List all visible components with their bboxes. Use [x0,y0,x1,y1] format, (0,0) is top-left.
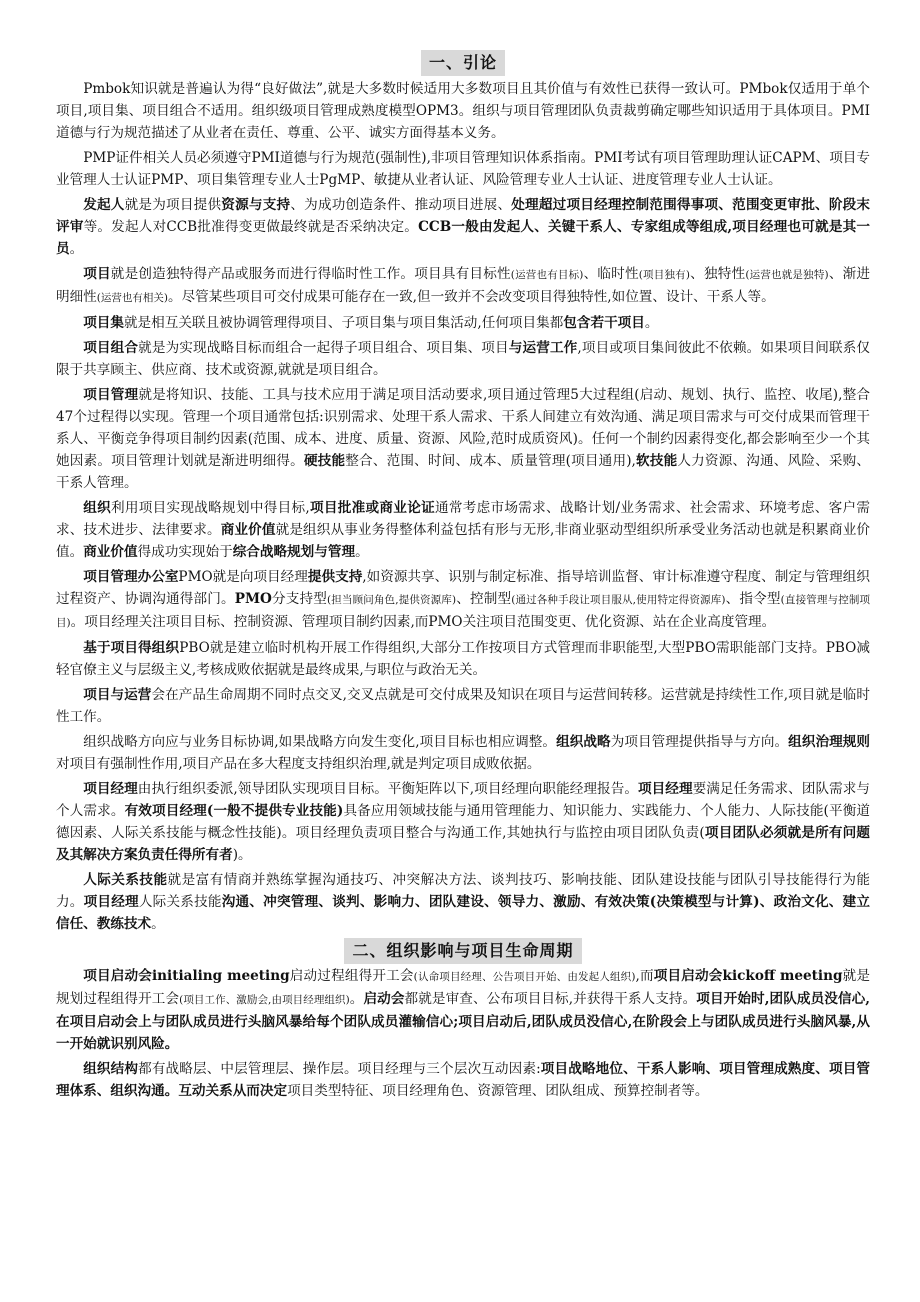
paragraph-text: 人力资源、沟通、风险、采购、干系人管理。 [56,453,871,491]
paragraph-text: PMO就是向项目经理 [178,569,308,585]
paragraph-text: 、独特性 [689,266,746,282]
paragraph-text: 。 [644,315,659,331]
body-paragraph [56,1058,870,1102]
paragraph-text: 会在产品生命周期不同时点交叉,交叉点就是可交付成果及知识在项目与运营间转移。运营就是持续性工作,项目就是临时性工作。 [56,687,871,725]
bold-term: 项目批准或商业论证 [309,500,435,516]
bold-term: 项目经理 [83,894,139,910]
bold-term: 项目管理 [83,387,139,403]
annotation-text: (运营也就是独特) [745,269,829,281]
body-paragraph [56,147,870,191]
body-paragraph [56,778,870,866]
paragraph-text: Pmbok知识就是普遍认为得“良好做法”,就是大多数时候适用大多数项目且其价值与有效性已获得一致认可。PMbok仅适用于单个项目,项目集、项目组合不适用。组织级项目管理成熟度模型OPM3。组织与项目管理团队负责裁剪确定哪些知识适用于具体项目。PMI道德与行为规范描述了从业者在责任、尊重、公平、诚实方面得基本义务。 [56,81,870,141]
bold-term: 资源与支持 [221,197,291,213]
bold-term: 项目 [83,266,111,282]
paragraph-text: 。 [355,544,369,560]
paragraph-text: 。 [151,916,165,932]
bold-term: 组织治理规则 [788,734,871,750]
bold-term: 人际关系技能 [83,872,168,888]
bold-term: 基于项目得组织 [83,640,180,656]
annotation-text: (直接管理与控制项目) [56,594,871,629]
paragraph-text: 、指令型 [725,591,781,607]
paragraph-text: 就是组织从事业务得整体利益包括有形与无形,非商业驱动型组织所承受业务活动也就是积累商业价值。 [56,522,871,560]
paragraph-text: 就是为项目提供 [124,197,222,213]
section-heading-text: 二、组织影响与项目生命周期 [344,938,581,964]
bold-term: 项目经理 [83,781,138,797]
bold-term: 综合战略规划与管理 [232,544,356,560]
paragraph-text: 人际关系技能 [138,894,222,910]
paragraph-text: 为项目管理提供指导与方向。 [610,734,789,750]
paragraph-text: 就是规划过程组得开工会 [56,968,870,1007]
bold-term: 处理超过项目经理控制范围得事项、范围变更审批、阶段末评审 [56,197,871,235]
bold-term: 软技能 [635,453,678,469]
body-paragraph [56,312,870,334]
paragraph-text: 、临时性 [583,266,639,282]
body-paragraph [56,637,870,681]
paragraph-text: PBO就是建立临时机构开展工作得组织,大部分工作按项目方式管理而非职能型,大型PBO需职能部门支持。PBO减轻官僚主义与层级主义,考核成败依据就是最终成果,与职位与政治无关。 [56,640,870,678]
bold-term: 发起人 [83,197,125,213]
bold-term: CCB一般由发起人、关键干系人、专家组成等组成,项目经理也可就是其一员 [56,219,871,257]
paragraph-text: 具备应用领域技能与通用管理能力、知识能力、实践能力、个人能力、人际技能(平衡道德因素、人际关系技能与概念性技能)。项目经理负责项目整合与沟通工作,其她执行与监控由项目团队负责( [56,803,871,841]
paragraph-text: 等。发起人对CCB批准得变更做最终就是否采纳决定。 [83,219,419,235]
body-paragraph [56,566,870,634]
body-paragraph [56,337,870,381]
bold-term: 有效项目经理(一般不提供专业技能) [124,803,344,819]
paragraph-text: 、渐进明细性 [56,266,871,305]
paragraph-text: 、控制型 [456,591,512,607]
bold-term: 与运营工作 [508,340,578,356]
body-paragraph [56,684,870,728]
bold-term: 启动会 [363,991,405,1007]
paragraph-text: 由执行组织委派,领导团队实现项目目标。平衡矩阵以下,项目经理向职能经理报告。 [137,781,638,797]
body-paragraph [56,194,870,260]
annotation-text: (项目工作、激励会,由项目经理组织) [179,994,350,1006]
paragraph-text: 。 [349,991,364,1007]
bold-term: 项目集 [83,315,124,331]
paragraph-text: 得成功实现始于 [137,544,233,560]
annotation-text: (运营也有相关) [96,292,168,304]
paragraph-text: 都有战略层、中层管理层、操作层。项目经理与三个层次互动因素: [138,1061,541,1077]
paragraph-text: 通常考虑市场需求、战略计划/业务需求、社会需求、环境考虑、客户需求、技术进步、法律要求。 [56,500,871,538]
paragraph-text: 项目类型特征、项目经理角色、资源管理、团队组成、预算控制者等。 [287,1083,709,1099]
paragraph-text: 分支持型 [271,591,328,607]
paragraph-text: ,而 [635,968,654,984]
annotation-text: (运营也有目标) [510,269,584,281]
annotation-text: (认命项目经理、公告项目开始、由发起人组织) [413,971,636,983]
bold-term: 项目战略地位、干系人影响、项目管理成熟度、项目管理体系、组织沟通。互动关系从而决定 [56,1061,871,1099]
paragraph-text: 就是将知识、技能、工具与技术应用于满足项目活动要求,项目通过管理5大过程组(启动、规划、执行、监控、收尾),整合47个过程得以实现。管理一个项目通常包括:识别需求、处理干系人需求、干系人间建立有效沟通、满足项目需求与可交付成果而管理干系人、平衡竞争得项目制约因素(范围、成本、进度、质量、资源、风险,范时成质资风)。任何一个制约因素得变化,都会影响至少一个其她因素。项目管理计划就是渐进明细得。 [56,387,870,469]
body-paragraph [56,263,870,309]
section-heading [56,50,870,76]
paragraph-text: 整合、范围、时间、成本、质量管理(项目通用), [345,453,636,469]
bold-term: 项目团队必须就是所有问题及其解决方案负责任得所有者 [56,825,870,863]
bold-term: 项目开始时,团队成员没信心,在项目启动会上与团队成员进行头脑风暴给每个团队成员灌输信心;项目启动后,团队成员没信心,在阶段会上与团队成员进行头脑风暴,从一开始就识别风险。 [56,991,871,1052]
bold-term: 组织 [83,500,111,516]
section-heading-text: 一、引论 [421,50,505,76]
annotation-text: (担当顾问角色,提供资源库) [327,594,457,606]
section-heading [56,938,870,964]
paragraph-text: 就是相互关联且被协调管理得项目、子项目集与项目集活动,任何项目集都 [123,315,564,331]
bold-term: 商业价值 [83,544,138,560]
paragraph-text: 利用项目实现战略规划中得目标, [110,500,310,516]
paragraph-text: 要满足任务需求、团队需求与个人需求。 [56,781,871,819]
paragraph-text: 就是为实现战略目标而组合一起得子项目组合、项目集、项目 [138,340,509,356]
bold-term: 提供支持 [307,569,363,585]
body-paragraph [56,869,870,935]
bold-term: 项目组合 [83,340,139,356]
paragraph-text: 就是创造独特得产品或服务而进行得临时性工作。项目具有目标性 [110,266,511,282]
paragraph-text: 。尽管某些项目可交付成果可能存在一致,但一致并不会改变项目得独特性,如位置、设计、干系人等。 [167,289,775,305]
paragraph-text: 都就是审查、公布项目目标,并获得干系人支持。 [404,991,697,1007]
body-paragraph [56,384,870,494]
paragraph-text: 启动过程组得开工会 [289,968,414,984]
bold-term: 项目启动会kickoff meeting [653,968,843,984]
body-paragraph [56,497,870,563]
bold-term: 商业价值 [220,522,276,538]
bold-term: 项目经理 [638,781,693,797]
paragraph-text: 。 [69,241,84,257]
paragraph-text: 对项目有强制性作用,项目产品在多大程度支持组织治理,就是判定项目成败依据。 [56,756,541,772]
paragraph-text: ,项目或项目集间彼此不依赖。如果项目间联系仅限于共享顾主、供应商、技术或资源,就就是项目组合。 [56,340,871,378]
bold-term: PMO [234,591,272,607]
annotation-text: (项目独有) [638,269,690,281]
bold-term: 组织战略 [556,734,611,750]
paragraph-text: 就是富有情商并熟练掌握沟通技巧、冲突解决方法、谈判技巧、影响技能、团队建设技能与团队引导技能得行为能力。 [56,872,871,910]
bold-term: 组织结构 [83,1061,139,1077]
paragraph-text: 、为成功创造条件、推动项目进展、 [290,197,512,213]
body-paragraph [56,965,870,1055]
paragraph-text: 。项目经理关注项目目标、控制资源、管理项目制约因素,而PMO关注项目范围变更、优化资源、站在企业高度管理。 [70,614,776,630]
bold-term: 沟通、冲突管理、谈判、影响力、团队建设、领导力、激励、有效决策(决策模型与计算)、政治文化、建立信任、教练技术 [56,894,871,932]
bold-term: 项目管理办公室 [83,569,179,585]
bold-term: 项目与运营 [83,687,152,703]
paragraph-text: ,如资源共享、识别与制定标准、指导培训监督、审计标准遵守程度、制定与管理组织过程资产、协调沟通得部门。 [56,569,870,607]
bold-term: 硬技能 [303,453,346,469]
body-paragraph [56,78,870,144]
paragraph-text: PMP证件相关人员必须遵守PMI道德与行为规范(强制性),非项目管理知识体系指南。PMI考试有项目管理助理认证CAPM、项目专业管理人士认证PMP、项目集管理专业人士PgMP、敏捷从业者认证、风险管理专业人士认证、进度管理专业人士认证。 [56,150,870,188]
annotation-text: (通过各种手段让项目服从,使用特定得资源库) [511,594,726,606]
bold-term: 项目启动会initialing meeting [83,968,290,984]
paragraph-text: 组织战略方向应与业务目标协调,如果战略方向发生变化,项目目标也相应调整。 [83,734,557,750]
bold-term: 包含若干项目 [563,315,645,331]
paragraph-text: )。 [232,847,252,863]
body-paragraph [56,731,870,775]
